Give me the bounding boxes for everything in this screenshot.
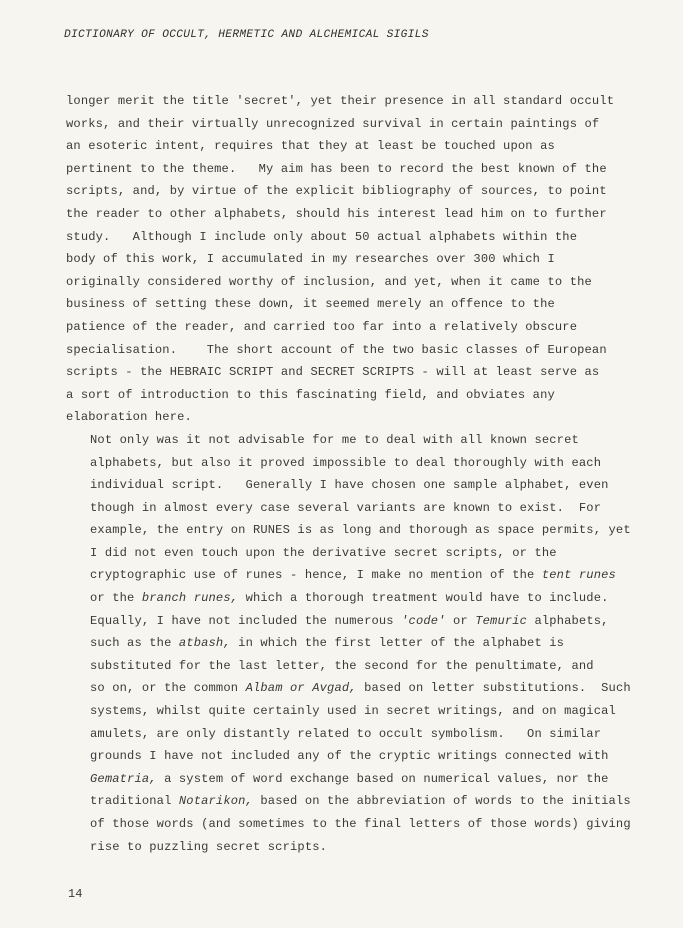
text-line bbox=[66, 587, 656, 610]
text-line bbox=[66, 564, 656, 587]
text-line bbox=[66, 632, 656, 655]
text-run: scripts, and, by virtue of the explicit bibliography of sources, to point bbox=[66, 184, 607, 199]
text-line bbox=[66, 700, 656, 723]
italic-term: atbash, bbox=[178, 636, 231, 651]
text-line bbox=[66, 203, 656, 226]
text-run: specialisation. The short account of the two basic classes of European bbox=[66, 342, 607, 357]
text-run: works, and their virtually unrecognized survival in certain paintings of bbox=[66, 116, 600, 131]
text-line bbox=[66, 497, 656, 520]
text-run: a sort of introduction to this fascinating field, and obviates any bbox=[66, 387, 555, 402]
text-line bbox=[66, 226, 656, 249]
text-line bbox=[66, 316, 656, 339]
text-run: based on the abbreviation of words to the initials bbox=[252, 794, 631, 809]
text-line bbox=[66, 113, 656, 136]
text-line bbox=[66, 452, 656, 475]
text-run: patience of the reader, and carried too far into a relatively obscure bbox=[66, 319, 578, 334]
text-line bbox=[66, 474, 656, 497]
text-line bbox=[66, 271, 656, 294]
text-run: an esoteric intent, requires that they at least be touched upon as bbox=[66, 139, 555, 154]
text-line bbox=[66, 768, 656, 791]
text-run: based on letter substitutions. Such bbox=[356, 681, 631, 696]
text-line bbox=[66, 135, 656, 158]
text-run: longer merit the title 'secret', yet their presence in all standard occult bbox=[66, 94, 615, 108]
text-run: originally considered worthy of inclusion, and yet, when it came to the bbox=[66, 274, 592, 289]
text-line bbox=[66, 677, 656, 700]
text-line bbox=[66, 836, 656, 859]
text-run: a system of word exchange based on numerical values, nor the bbox=[156, 771, 609, 786]
text-run: or the bbox=[90, 591, 142, 606]
text-line bbox=[66, 519, 656, 542]
text-line bbox=[66, 610, 656, 633]
italic-term: Albam or Avgad, bbox=[245, 681, 357, 696]
text-run: example, the entry on RUNES is as long and thorough as space permits, yet bbox=[90, 523, 631, 538]
text-line bbox=[66, 361, 656, 384]
text-line bbox=[66, 790, 656, 813]
text-run: alphabets, but also it proved impossible to deal thoroughly with each bbox=[90, 455, 602, 470]
text-run: which a thorough treatment would have to include. bbox=[238, 591, 609, 606]
text-line bbox=[66, 813, 656, 836]
text-run: individual script. Generally I have chosen one sample alphabet, even bbox=[90, 478, 609, 493]
italic-term: Gematria, bbox=[90, 771, 157, 786]
text-run: scripts - the HEBRAIC SCRIPT and SECRET SCRIPTS - will at least serve as bbox=[66, 365, 600, 380]
text-run: alphabets, bbox=[527, 613, 609, 628]
text-line bbox=[66, 248, 656, 271]
body-text bbox=[66, 90, 656, 858]
text-run: grounds I have not included any of the cryptic writings connected with bbox=[90, 749, 609, 764]
text-line bbox=[66, 655, 656, 678]
text-run: so on, or the common bbox=[90, 681, 246, 696]
text-line bbox=[66, 90, 656, 113]
text-run: study. Although I include only about 50 actual alphabets within the bbox=[66, 229, 578, 244]
text-line bbox=[66, 745, 656, 768]
text-run: or bbox=[445, 613, 476, 628]
running-head: DICTIONARY OF OCCULT, HERMETIC AND ALCHEMICAL SIGILS bbox=[64, 29, 429, 41]
text-run: elaboration here. bbox=[66, 410, 192, 425]
text-line bbox=[66, 406, 656, 429]
italic-term: Temuric bbox=[475, 613, 528, 628]
paragraph bbox=[66, 429, 656, 858]
text-line bbox=[66, 339, 656, 362]
text-run: rise to puzzling secret scripts. bbox=[90, 839, 328, 854]
text-run: of those words (and sometimes to the final letters of those words) giving bbox=[90, 817, 631, 831]
italic-term: branch runes, bbox=[141, 591, 239, 606]
text-run: such as the bbox=[90, 636, 179, 651]
text-run: Not only was it not advisable for me to deal with all known secret bbox=[90, 432, 579, 447]
text-line bbox=[66, 723, 656, 746]
text-line bbox=[66, 542, 656, 565]
text-run: systems, whilst quite certainly used in secret writings, and on magical bbox=[90, 704, 616, 719]
page-number: 14 bbox=[68, 887, 83, 901]
text-run: pertinent to the theme. My aim has been to record the best known of the bbox=[66, 161, 607, 176]
text-run: cryptographic use of runes - hence, I make no mention of the bbox=[90, 568, 542, 583]
paragraph bbox=[66, 90, 656, 429]
text-run: in which the first letter of the alphabet is bbox=[230, 636, 565, 651]
text-run: the reader to other alphabets, should his interest lead him on to further bbox=[66, 206, 607, 221]
text-run: I did not even touch upon the derivative secret scripts, or the bbox=[90, 545, 557, 560]
text-line bbox=[66, 429, 656, 452]
text-run: traditional bbox=[90, 794, 179, 809]
text-run: Equally, I have not included the numerous bbox=[90, 613, 402, 628]
text-run: substituted for the last letter, the second for the penultimate, and bbox=[90, 658, 594, 673]
italic-term: Notarikon, bbox=[178, 794, 253, 809]
text-run: body of this work, I accumulated in my researches over 300 which I bbox=[66, 252, 555, 267]
text-run: amulets, are only distantly related to occult symbolism. On similar bbox=[90, 726, 602, 741]
text-line bbox=[66, 384, 656, 407]
text-run: though in almost every case several variants are known to exist. For bbox=[90, 500, 602, 515]
italic-term: tent runes bbox=[541, 568, 616, 583]
text-line bbox=[66, 293, 656, 316]
text-line bbox=[66, 158, 656, 181]
text-line bbox=[66, 180, 656, 203]
text-run: business of setting these down, it seemed merely an offence to the bbox=[66, 297, 555, 312]
italic-term: 'code' bbox=[401, 613, 446, 628]
